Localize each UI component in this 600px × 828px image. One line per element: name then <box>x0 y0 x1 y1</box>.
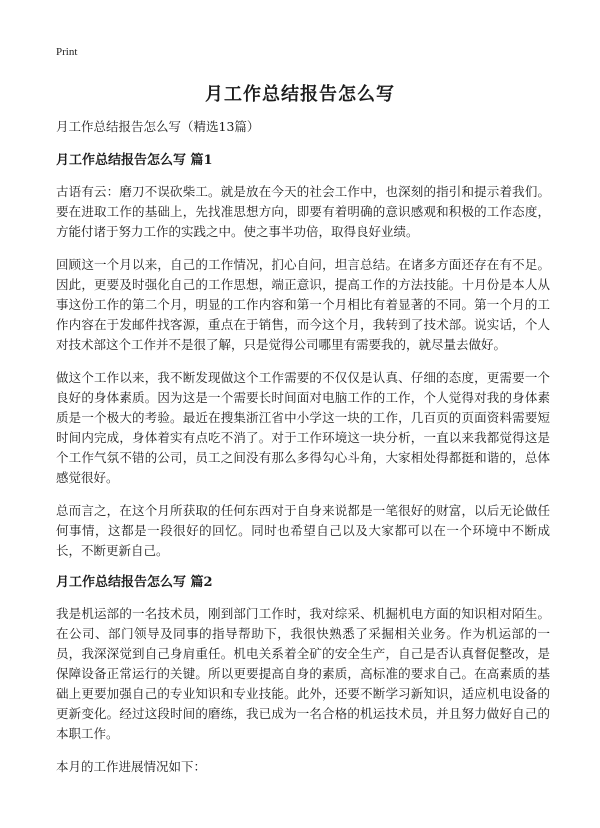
paragraph: 本月的工作进展情况如下： <box>56 759 207 774</box>
paragraph: 我是机运部的一名技术员，刚到部门工作时，我对综采、机掘机电方面的知识相对陌生。在公司、部门领导及同事的指导帮助下，我很快熟悉了采掘相关业务。作为机运部的一员，我深深觉到自己身肩重任。机电关系着全矿的安全生产，自己是否认真督促整改，是保障设备正常运行的关键。所以更要提高自身的素质，高标准的要求自己。在高素质的基础上更要加强自己的专业知识和专业技能。此外，还要不断学习新知识，适应机电设备的更新变化。经过这段时间的磨练，我已成为一名合格的机运技术员，并且努力做好自己的本职工作。 <box>56 606 550 741</box>
section-heading: 月工作总结报告怎么写 篇1 <box>56 153 213 168</box>
paragraph: 古语有云：磨刀不误砍柴工。就是放在今天的社会工作中，也深刻的指引和提示着我们。要在进取工作的基础上，先找准思想方向，即要有着明确的意识感观和积极的工作态度，方能付诸于努力工作的实践之中。使之事半功倍，取得良好业绩。 <box>56 184 550 239</box>
paragraph: 回顾这一个月以来，自己的工作情况，扪心自问，坦言总结。在诸多方面还存在有不足。因此，更要及时强化自己的工作思想，端正意识，提高工作的方法技能。十月份是本人从事这份工作的第二个月，明显的工作内容和第一个月相比有着显著的不同。第一个月的工作内容在于发邮件找客源，重点在于销售，而今这个月，我转到了技术部。说实话，个人对技术部这个工作并不是很了解，只是觉得公司哪里有需要我的，就尽量去做好。 <box>56 257 550 352</box>
page-title: 月工作总结报告怎么写 <box>205 84 395 105</box>
paragraph: 总而言之，在这个月所获取的任何东西对于自身来说都是一笔很好的财富，以后无论做任何事情，这都是一段很好的回忆。同时也希望自己以及大家都可以在一个环境中不断成长，不断更新自己。 <box>56 503 550 558</box>
section-1 <box>56 152 550 561</box>
print-label: Print <box>56 46 78 58</box>
paragraph: 做这个工作以来，我不断发现做这个工作需要的不仅仅是认真、仔细的态度，更需要一个良好的身体素质。因为这是一个需要长时间面对电脑工作的工作，个人觉得对我的身体素质是一个极大的考验。最近在搜集浙江省中小学这一块的工作，几百页的页面资料需要短时间内完成，身体着实有点吃不消了。对于工作环境这一块分析，一直以来我都觉得这是个工作气氛不错的公司，员工之间没有那么多得勾心斗角，大家相处得都挺和谐的，总体感觉很好。 <box>56 370 550 485</box>
section-2 <box>56 574 550 777</box>
section-heading: 月工作总结报告怎么写 篇2 <box>56 575 213 590</box>
document-subtitle: 月工作总结报告怎么写（精选13篇） <box>56 119 260 134</box>
document-body <box>56 118 550 789</box>
